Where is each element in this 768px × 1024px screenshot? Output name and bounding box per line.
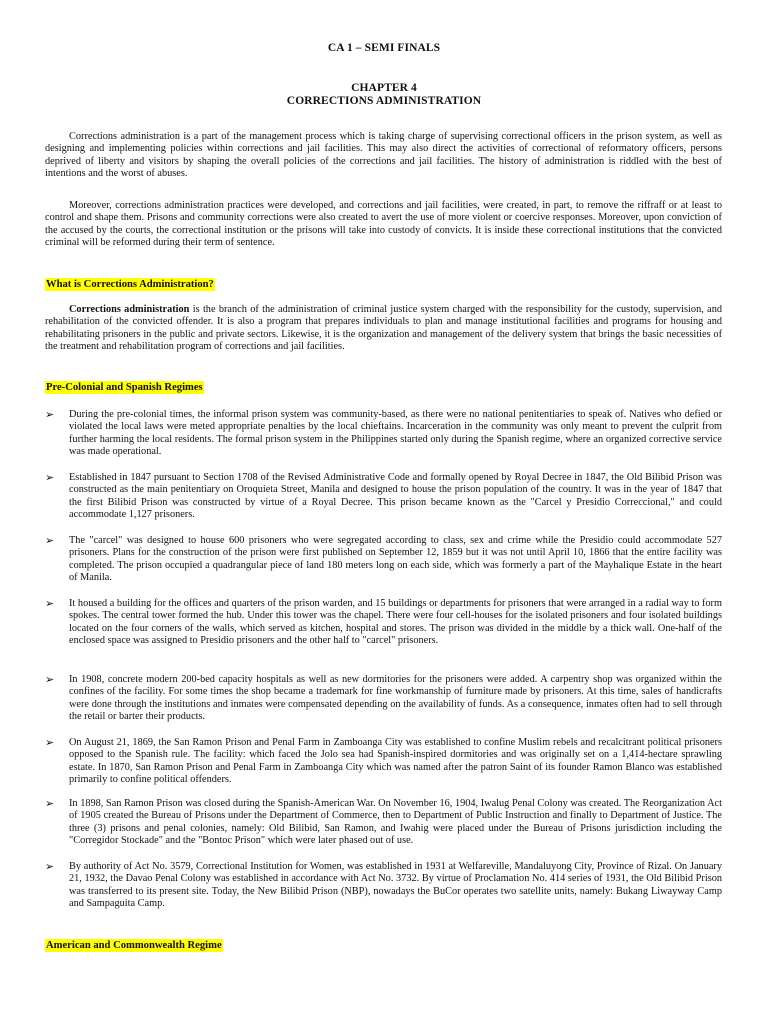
section-heading-pre-colonial: Pre-Colonial and Spanish Regimes bbox=[46, 382, 203, 393]
definition-text: is the branch of the administration of criminal justice system charged with the responsibility for the custody, supervision, and rehabilitation of the convicted offender. It is also a program that prepares individuals to plan and manage institutional facilities and programs for housing and rehabilitating prisoners in the public and private sectors. Likewise, it is the organization and management of the delivery system that brings the basic necessities of the treatment and rehabilitation program of corrections and jail facilities. bbox=[45, 304, 722, 352]
bullet-arrow-icon: ➢ bbox=[45, 409, 55, 421]
bullet-arrow-icon: ➢ bbox=[45, 798, 55, 810]
bullet-arrow-icon: ➢ bbox=[45, 535, 55, 547]
definition-term: Corrections administration bbox=[69, 304, 190, 315]
list-item-text: The "carcel" was designed to house 600 prisoners who were segregated according to class, sex and crime while the Presidio could accommodate 527 prisoners. Plans for the construction of the prison were first published on September 12, 1859 but it was not until April 10, 1866 that the entire facility was completed. The prison occupied a quadrangular piece of land 180 meters long on each side, which was formerly a part of the Mayhalique Estate in the heart of Manila. bbox=[69, 535, 722, 583]
intro-paragraph-2: Moreover, corrections administration practices were developed, and corrections and jail facilities, were created, in part, to remove the riffraff or at least to control and shape them. Prisons and community corrections were also created to avert the use of more violent or coercive responses. Moreover, upon conviction of the accused by the courts, the correctional institution or the prisons will take into custody of convicts. It is inside these correctional institutions that the convicted criminal will be reformed during their term of sentence. bbox=[45, 200, 722, 248]
bullet-arrow-icon: ➢ bbox=[45, 598, 55, 610]
list-item-text: It housed a building for the offices and quarters of the prison warden, and 15 buildings or departments for prisoners that were arranged in a radial way to form spokes. The central tower formed the hub. Under this tower was the chapel. There were four cell-houses for the isolated prisoners and four isolated buildings located on the four corners of the walls, which served as kitchen, hospital and stores. The prison was divided in the middle by a thick wall. One-half of the enclosed space was assigned to Presidio prisoners and the other half to "carcel" prisoners. bbox=[69, 598, 722, 646]
bullet-arrow-icon: ➢ bbox=[45, 472, 55, 484]
list-item-text: Established in 1847 pursuant to Section 1708 of the Revised Administrative Code and formally opened by Royal Decree in 1847, the Old Bilibid Prison was constructed as the main penitentiary on Oroquieta Street, Manila and designed to house the prison population of the country. It was in the year of 1847 that the first Bilibid Prison was constructed by virtue of a Royal Decree. This prison became known as the "Carcel y Presidio Correccional," and could accommodate 1,127 prisoners. bbox=[69, 472, 722, 520]
bullet-arrow-icon: ➢ bbox=[45, 737, 55, 749]
list-item-text: In 1908, concrete modern 200-bed capacity hospitals as well as new dormitories for the prisoners were added. A carpentry shop was organized within the confines of the facility. For some times the shop became a trademark for fine workmanship of furniture made by prisoners. At this time, sales of handicrafts were done through the institutions and inmates were compensated depending on the availability of funds. As a consequence, inmates often had to sell through the retail or barter their products. bbox=[69, 674, 722, 722]
list-item-text: During the pre-colonial times, the informal prison system was community-based, as there were no national penitentiaries to speak of. Natives who defied or violated the local laws were meted appropriate penalties by the local chieftains. Incarceration in the community was only meant to prevent the culprit from further harming the local residents. The formal prison system in the Philippines started only during the Spanish regime, where an organized corrective service was made operational. bbox=[69, 409, 722, 457]
bullet-arrow-icon: ➢ bbox=[45, 674, 55, 686]
section-heading-what-is: What is Corrections Administration? bbox=[46, 279, 214, 290]
section-heading-american: American and Commonwealth Regime bbox=[46, 940, 222, 951]
intro-paragraph-1: Corrections administration is a part of the management process which is taking charge of supervising correctional officers in the prison system, as well as designing and implementing policies within corrections and jail facilities. This may also direct the activities of correctional of reformatory officers, persons deprived of liberty and visitors by shaping the overall policies of the corrections and jail facilities. The history of administration is riddled with the best of intentions and the worst of abuses. bbox=[45, 131, 722, 179]
definition-paragraph bbox=[45, 304, 722, 353]
chapter-number: CHAPTER 4 bbox=[351, 82, 417, 94]
list-item-text: By authority of Act No. 3579, Correctional Institution for Women, was established in 1931 at Welfareville, Mandaluyong City, Province of Rizal. On January 21, 1932, the Davao Penal Colony was established in accordance with Act No. 3732. By virtue of Proclamation No. 414 series of 1931, the Old Bilibid Prison was transferred to its present site. Today, the New Bilibid Prison (NBP), nowadays the BuCor operates two satellite units, namely: Bukang Liwayway Camp and Sampaguita Camp. bbox=[69, 861, 722, 909]
bullet-arrow-icon: ➢ bbox=[45, 861, 55, 873]
course-header: CA 1 – SEMI FINALS bbox=[327, 42, 441, 54]
list-item-text: On August 21, 1869, the San Ramon Prison and Penal Farm in Zamboanga City was established to confine Muslim rebels and recalcitrant political prisoners opposed to the Spanish rule. The facility: which faced the Jolo sea had Spanish-inspired dormitories and was originally set on a 1,414-hectare sprawling estate. In 1870, San Ramon Prison and Penal Farm in Zamboanga City which was named after the patron Saint of its founder Ramon Blanco was established primarily to confine political offenders. bbox=[69, 737, 722, 785]
chapter-title: CORRECTIONS ADMINISTRATION bbox=[286, 95, 482, 107]
list-item-text: In 1898, San Ramon Prison was closed during the Spanish-American War. On November 16, 1904, Iwalug Penal Colony was created. The Reorganization Act of 1905 created the Bureau of Prisons under the Department of Commerce, then to Department of Public Instruction and finally to Department of Justice. The three (3) prisons and penal colonies, namely: Old Bilibid, San Ramon, and Iwahig were placed under the Bureau of Prisons jurisdiction including the "Corregidor Stockade" and the "Bontoc Prison" which were later phased out of use. bbox=[69, 798, 722, 846]
